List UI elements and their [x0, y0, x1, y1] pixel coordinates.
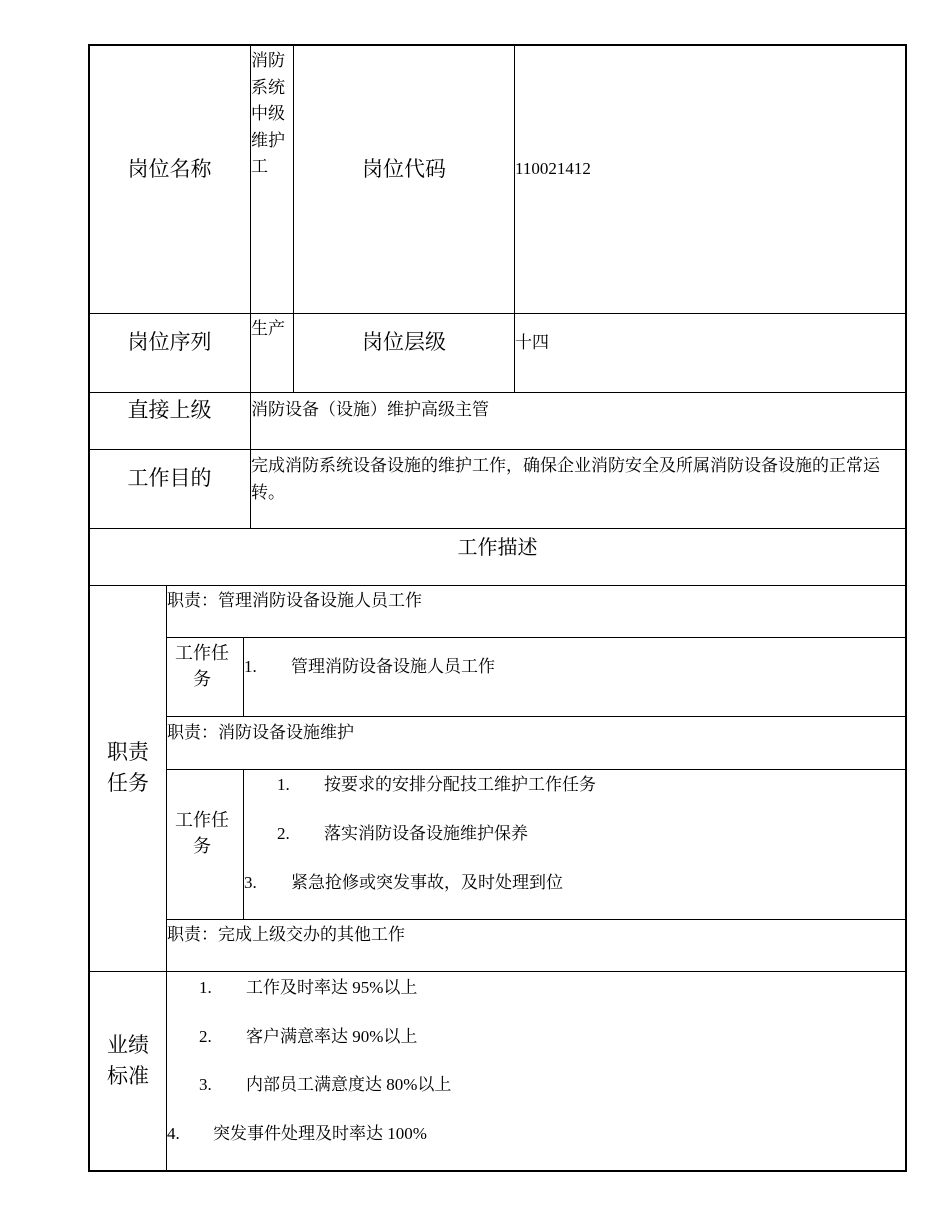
duty-title: 职责：消防设备设施维护 [167, 723, 354, 742]
task-number: 1. [277, 775, 290, 794]
performance-item: 突发事件处理及时率达 100% [213, 1124, 427, 1143]
row-divider [166, 769, 906, 770]
task-number: 2. [277, 824, 290, 843]
position-code-label: 岗位代码 [362, 157, 446, 181]
superior-value: 消防设备（设施）维护高级主管 [251, 400, 489, 419]
position-name-value: 消防系统中级维护工 [251, 51, 285, 176]
performance-number: 2. [199, 1027, 212, 1046]
performance-label: 业绩标准 [107, 1033, 149, 1088]
performance-item: 客户满意率达 90%以上 [246, 1027, 418, 1046]
performance-number: 1. [199, 978, 212, 997]
performance-number: 4. [167, 1124, 180, 1143]
row-divider [89, 528, 906, 529]
superior-label: 直接上级 [127, 398, 212, 422]
duty-title: 职责：管理消防设备设施人员工作 [167, 591, 422, 610]
duty-title: 职责：完成上级交办的其他工作 [167, 925, 405, 944]
task-label: 工作任务 [175, 810, 229, 857]
row-divider [89, 971, 906, 972]
task-label: 工作任务 [175, 643, 229, 690]
row-divider [89, 449, 906, 450]
col-divider [243, 769, 244, 919]
row-divider [166, 919, 906, 920]
purpose-label: 工作目的 [127, 466, 212, 490]
task-number: 3. [244, 873, 257, 892]
row-divider [89, 313, 906, 314]
row-divider [89, 392, 906, 393]
row-divider [166, 716, 906, 717]
task-number: 1. [244, 657, 257, 676]
task-text: 按要求的安排分配技工维护工作任务 [324, 775, 596, 794]
performance-item: 工作及时率达 95%以上 [246, 978, 418, 997]
row-divider [89, 585, 906, 586]
performance-item: 内部员工满意度达 80%以上 [246, 1075, 452, 1094]
purpose-value: 完成消防系统设备设施的维护工作，确保企业消防安全及所属消防设备设施的正常运转。 [251, 456, 880, 502]
sequence-label: 岗位序列 [127, 330, 212, 354]
duties-section-label: 职责任务 [107, 740, 149, 795]
work-description-title: 工作描述 [457, 535, 538, 559]
performance-number: 3. [199, 1075, 212, 1094]
level-label: 岗位层级 [362, 330, 446, 354]
position-code-value: 110021412 [515, 159, 591, 178]
level-value: 十四 [515, 333, 549, 352]
col-divider [166, 585, 167, 1171]
position-name-label: 岗位名称 [127, 157, 212, 181]
task-text: 落实消防设备设施维护保养 [324, 824, 528, 843]
row-divider [166, 637, 906, 638]
sequence-value: 生产 [251, 319, 285, 338]
task-text: 管理消防设备设施人员工作 [291, 657, 495, 676]
task-text: 紧急抢修或突发事故，及时处理到位 [291, 873, 563, 892]
